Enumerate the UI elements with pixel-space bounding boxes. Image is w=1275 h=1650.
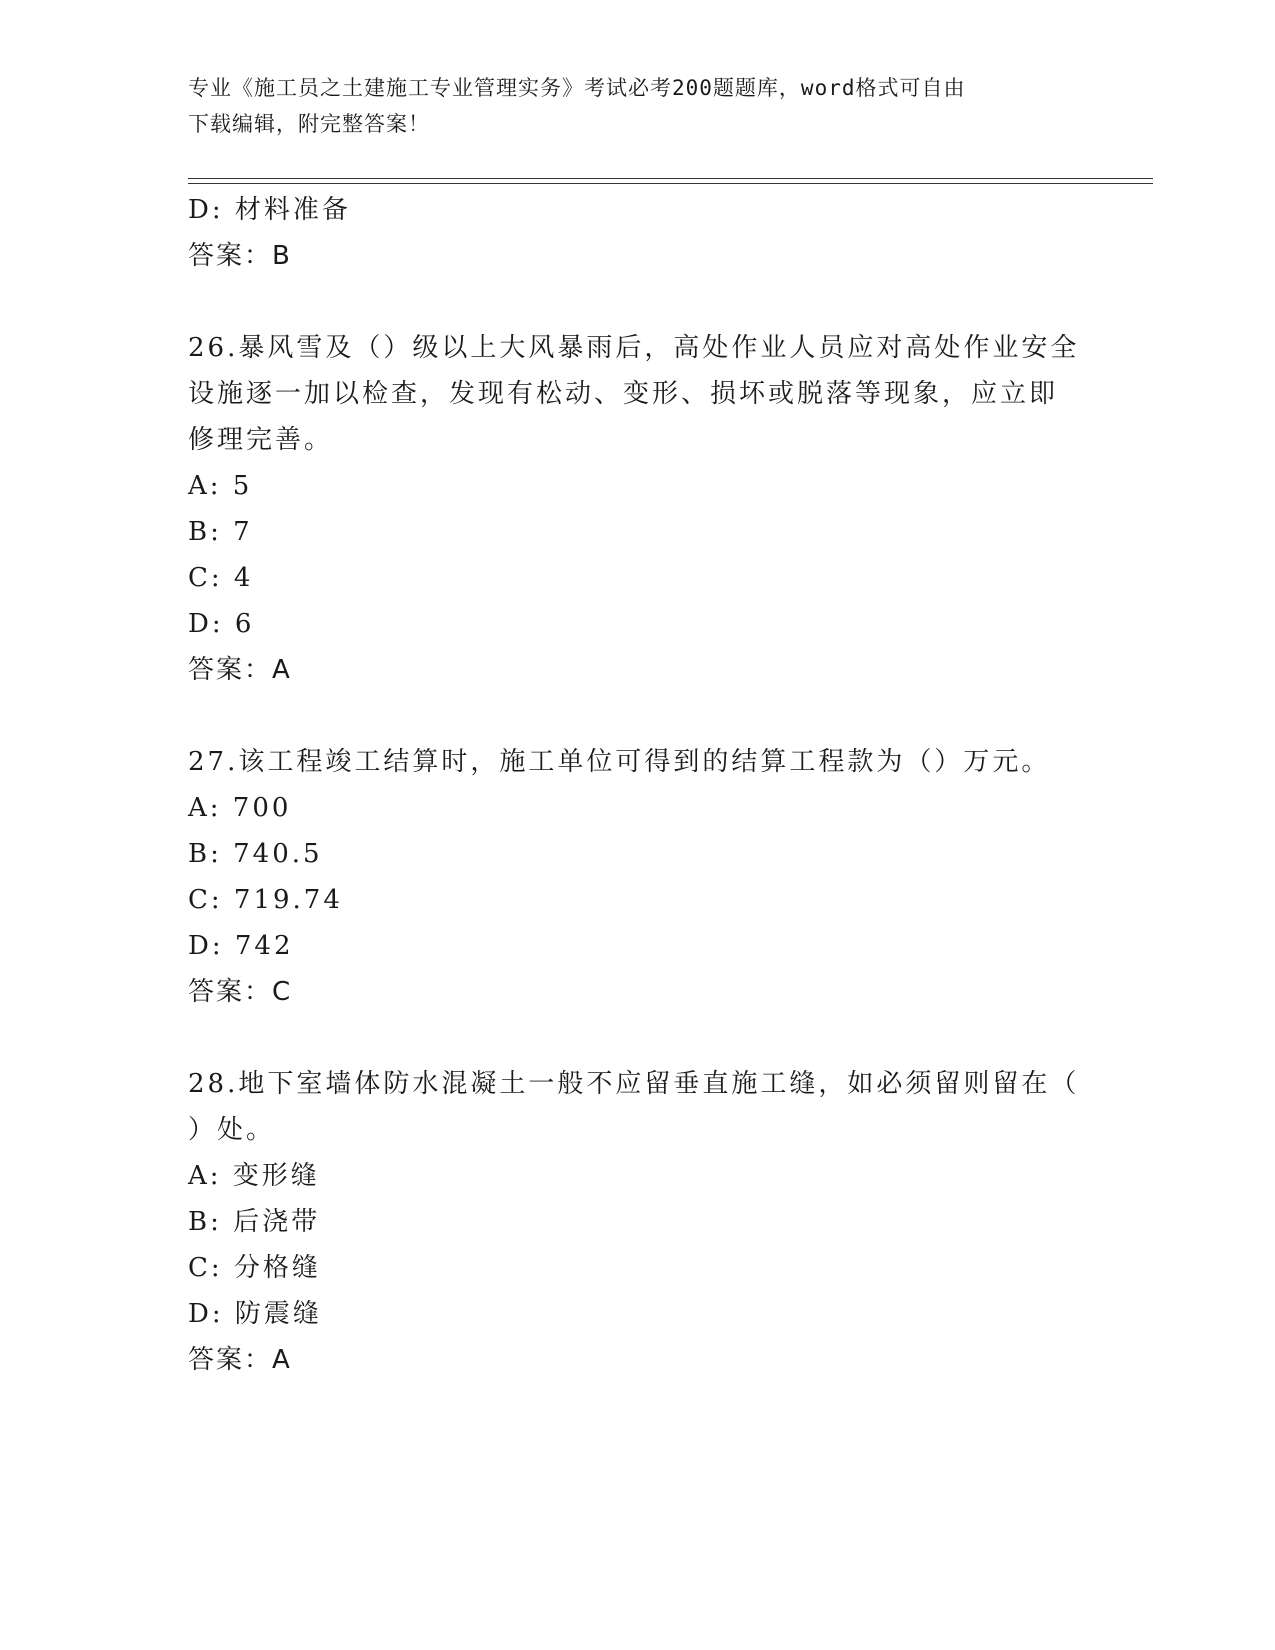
question-stem-line: 28.地下室墙体防水混凝土一般不应留垂直施工缝，如必须留则留在（ [188,1069,1080,1099]
option-c: C: 719.74 [188,885,343,915]
carryover-option-d: D: 材料准备 [188,195,351,225]
option-b: B: 740.5 [188,839,323,869]
header-divider-bottom [188,183,1153,184]
spacer [188,279,1088,325]
question-28 [188,1061,1088,1383]
document-header [188,70,1088,142]
question-stem-line: ）处。 [188,1115,276,1145]
option-d: D: 742 [188,931,294,961]
option-b: B: 后浇带 [188,1207,321,1237]
header-line-1: 专业《施工员之土建施工专业管理实务》考试必考200题题库，word格式可自由 [188,76,966,100]
option-a: A: 700 [188,793,292,823]
question-stem-line: 26.暴风雪及（）级以上大风暴雨后，高处作业人员应对高处作业安全 [188,333,1080,363]
question-stem-line: 27.该工程竣工结算时，施工单位可得到的结算工程款为（）万元。 [188,747,1051,777]
question-list [188,187,1088,1383]
spacer [188,1015,1088,1061]
option-d: D: 防震缝 [188,1299,322,1329]
question-27 [188,739,1088,1015]
answer: 答案：C [188,977,293,1007]
answer: 答案：A [188,1345,292,1375]
option-c: C: 4 [188,563,254,593]
answer: 答案：A [188,655,292,685]
spacer [188,693,1088,739]
question-stem-line: 修理完善。 [188,425,334,455]
option-a: A: 变形缝 [188,1161,320,1191]
header-divider-top [188,178,1153,179]
option-a: A: 5 [188,471,253,501]
option-d: D: 6 [188,609,255,639]
carryover-answer: 答案：B [188,241,292,271]
question-stem-line: 设施逐一加以检查，发现有松动、变形、损坏或脱落等现象，应立即 [188,379,1059,409]
question-26 [188,325,1088,693]
option-c: C: 分格缝 [188,1253,321,1283]
option-b: B: 7 [188,517,253,547]
header-line-2: 下载编辑，附完整答案！ [188,112,430,136]
